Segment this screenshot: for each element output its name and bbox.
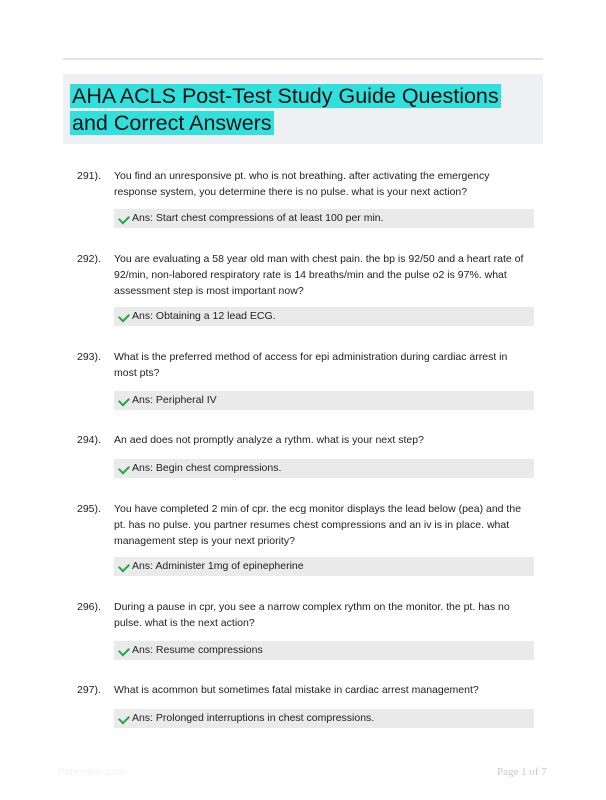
check-icon: [118, 644, 130, 656]
top-divider: [63, 58, 543, 60]
question-number: 292).: [77, 253, 101, 265]
check-icon: [118, 560, 130, 572]
page-title: [70, 83, 540, 137]
check-icon: [118, 310, 130, 322]
question-text: What is the preferred method of access for epi administration during cardiac arrest in most pts?: [114, 351, 508, 379]
answer-text: Ans: Administer 1mg of epinepherine: [132, 560, 304, 572]
check-icon: [118, 462, 130, 474]
answer-text: Ans: Resume compressions: [132, 644, 263, 656]
answer-text: Ans: Start chest compressions of at least 100 per min.: [132, 212, 384, 224]
answer-box: [114, 641, 534, 660]
answer-box: [114, 391, 534, 410]
question-text: You have completed 2 min of cpr. the ecg monitor displays the lead below (pea) and the pt. has no pulse. you partner resumes chest compressions and an iv is in place. what management step is your next priority?: [114, 503, 522, 547]
question-text: An aed does not promptly analyze a rythm. what is your next step?: [114, 434, 424, 446]
check-icon: [118, 394, 130, 406]
question-text: What is acommon but sometimes fatal mistake in cardiac arrest management?: [114, 684, 479, 696]
question-number: 297).: [77, 684, 101, 696]
title-highlight: AHA ACLS Post-Test Study Guide Questions and Correct Answers: [72, 84, 499, 135]
question-number: 296).: [77, 601, 101, 613]
question-number: 293).: [77, 351, 101, 363]
footer-watermark: Paperdhie.com: [58, 767, 126, 778]
answer-box: [114, 459, 534, 478]
page-number: Page 1 of 7: [497, 766, 547, 778]
question-number: 295).: [77, 503, 101, 515]
question-text: During a pause in cpr, you see a narrow complex rythm on the monitor. the pt. has no pulse. what is the next action?: [114, 601, 510, 629]
answer-text: Ans: Obtaining a 12 lead ECG.: [132, 310, 276, 322]
question-text: You are evaluating a 58 year old man with chest pain. the bp is 92/50 and a heart rate of 92/min, non-labored respiratory rate is 14 breaths/min and the pulse o2 is 97%. what assessment step is most important now?: [114, 253, 524, 297]
check-icon: [118, 712, 130, 724]
answer-box: [114, 709, 534, 728]
answer-box: [114, 557, 534, 576]
answer-box: [114, 209, 534, 228]
question-text: You find an unresponsive pt. who is not breathing. after activating the emergency response system, you determine there is no pulse. what is your next action?: [114, 170, 490, 198]
answer-text: Ans: Peripheral IV: [132, 394, 217, 406]
answer-box: [114, 307, 534, 326]
question-number: 291).: [77, 170, 101, 182]
answer-text: Ans: Begin chest compressions.: [132, 462, 282, 474]
answer-text: Ans: Prolonged interruptions in chest compressions.: [132, 712, 375, 724]
check-icon: [118, 212, 130, 224]
question-number: 294).: [77, 434, 101, 446]
